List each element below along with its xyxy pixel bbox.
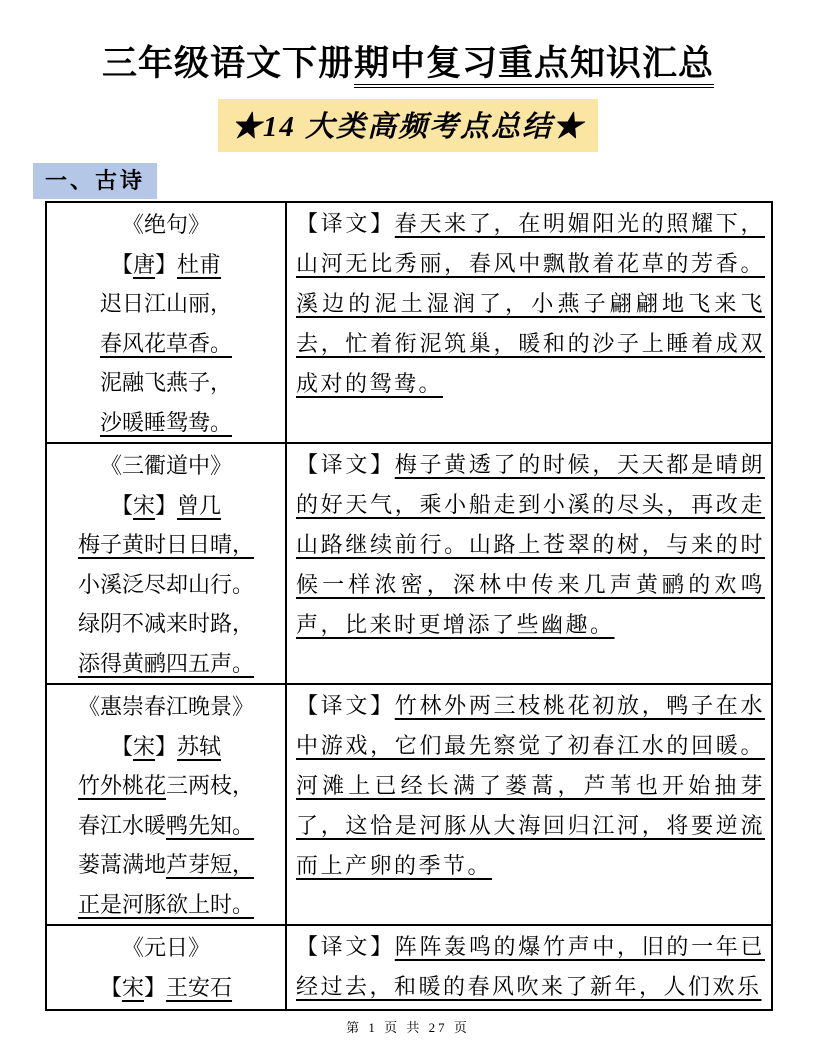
text-segment: 【 (110, 492, 133, 518)
translation-cell (286, 202, 772, 443)
table-row (46, 925, 772, 1010)
underlined-text-segment: 王安石 (166, 974, 233, 1000)
poem-author (51, 727, 281, 767)
poem-line (51, 845, 281, 885)
poem-title: 《绝句》 (121, 212, 210, 238)
underlined-text-segment: 春风花草香。 (99, 330, 232, 356)
underlined-text-segment: 正是河豚欲上时。 (77, 891, 254, 917)
poem-cell (46, 684, 286, 925)
text-segment: 】 (155, 733, 178, 759)
poem-title: 《三衢道中》 (99, 453, 232, 479)
text-segment: 小溪泛尽却山行。 (77, 571, 254, 597)
table-row (46, 443, 772, 684)
text-segment: 】 (144, 974, 167, 1000)
translation-label: 【译文】 (296, 452, 395, 478)
underlined-text-segment: 添得黄鹂四五声。 (77, 650, 254, 676)
translation-text: 春天来了，在明媚阳光的照耀下，山河无比秀丽，春风中飘散着花草的芳香。溪边的泥土湿润了，小燕子翩翩地飞来飞去，忙着衔泥筑巢，暖和的沙子上睡着成双成对的鸳鸯。 (296, 211, 765, 397)
underlined-text-segment: 苏轼 (177, 733, 222, 759)
poem-line (51, 766, 281, 806)
poem-line (51, 644, 281, 684)
translation-label: 【译文】 (296, 934, 395, 960)
translation-text: 阵阵轰鸣的爆竹声中，旧的一年已经过去，和暖的春风吹来了新年，人们欢乐 (296, 934, 765, 1000)
page-title-plain: 三年级语文下册 (101, 44, 354, 83)
subtitle-highlight: ★14 大类高频考点总结★ (218, 99, 598, 152)
poem-title: 《元日》 (121, 935, 210, 961)
poem-line (51, 565, 281, 605)
section-row (33, 163, 771, 199)
page-title (45, 40, 771, 87)
text-segment: 蒌蒿满地 (77, 852, 166, 878)
poem-line (51, 525, 281, 565)
translation-cell (286, 684, 772, 925)
underlined-text-segment: 杜甫 (177, 251, 222, 277)
subtitle-row (45, 99, 771, 152)
translation-text: 竹林外两三枝桃花初放，鸭子在水中游戏，它们最先察觉了初春江水的回暖。河滩上已经长满了蒌蒿，芦苇也开始抽芽了，这恰是河豚从大海回归江河，将要逆流而上产卵的季节。 (296, 693, 765, 879)
poem-table (45, 201, 773, 1011)
poem-author (51, 245, 281, 285)
poem-line (51, 403, 281, 443)
poem-author (51, 968, 281, 1008)
table-row (46, 684, 772, 925)
translation-cell (286, 925, 772, 1010)
underlined-text-segment: 竹外桃花 (77, 773, 166, 799)
poem-cell (46, 443, 286, 684)
page-number: 第 1 页 共 27 页 (346, 1020, 470, 1035)
poem-line (51, 324, 281, 364)
poem-cell (46, 925, 286, 1010)
table-row (46, 202, 772, 443)
poem-line (51, 284, 281, 324)
poem-title: 《惠崇春江晚景》 (77, 694, 254, 720)
underlined-text-segment: 宋 (132, 492, 155, 518)
underlined-text-segment: 宋 (132, 733, 155, 759)
translation-cell (286, 443, 772, 684)
translation-text: 梅子黄透了的时候，天天都是晴朗的好天气，乘小船走到小溪的尽头，再改走山路继续前行。山路上苍翠的树，与来的时候一样浓密，深林中传来几声黄鹂的欢鸣声，比来时更增添了些幽趣。 (296, 452, 765, 638)
text-segment: 迟日江山丽， (99, 291, 232, 317)
text-segment: 【 (110, 251, 133, 277)
text-segment: 绿阴不减来时路， (77, 611, 254, 637)
underlined-text-segment: 宋 (121, 974, 144, 1000)
text-segment: 春江水暖 (77, 812, 166, 838)
poem-author (51, 486, 281, 526)
poem-line (51, 885, 281, 925)
text-segment: 三两枝， (166, 773, 255, 799)
underlined-text-segment: 唐 (132, 251, 155, 277)
translation-label: 【译文】 (296, 693, 395, 719)
poem-line (51, 363, 281, 403)
text-segment: 】 (155, 492, 178, 518)
underlined-text-segment: 芦芽短， (166, 852, 255, 878)
section-heading: 一、古诗 (33, 163, 157, 199)
text-segment: 【 (99, 974, 122, 1000)
translation-label: 【译文】 (296, 211, 395, 237)
underlined-text-segment: 沙暖睡鸳鸯。 (99, 409, 232, 435)
underlined-text-segment: 鸭先知。 (166, 812, 255, 838)
poem-cell (46, 202, 286, 443)
text-segment: 泥融飞燕子， (99, 370, 232, 396)
underlined-text-segment: 梅子黄时日日晴， (77, 532, 254, 558)
text-segment: 【 (110, 733, 133, 759)
poem-line (51, 806, 281, 846)
poem-line (51, 604, 281, 644)
page-title-underlined: 期中复习重点知识汇总 (354, 44, 714, 88)
underlined-text-segment: 曾几 (177, 492, 222, 518)
text-segment: 】 (155, 251, 178, 277)
